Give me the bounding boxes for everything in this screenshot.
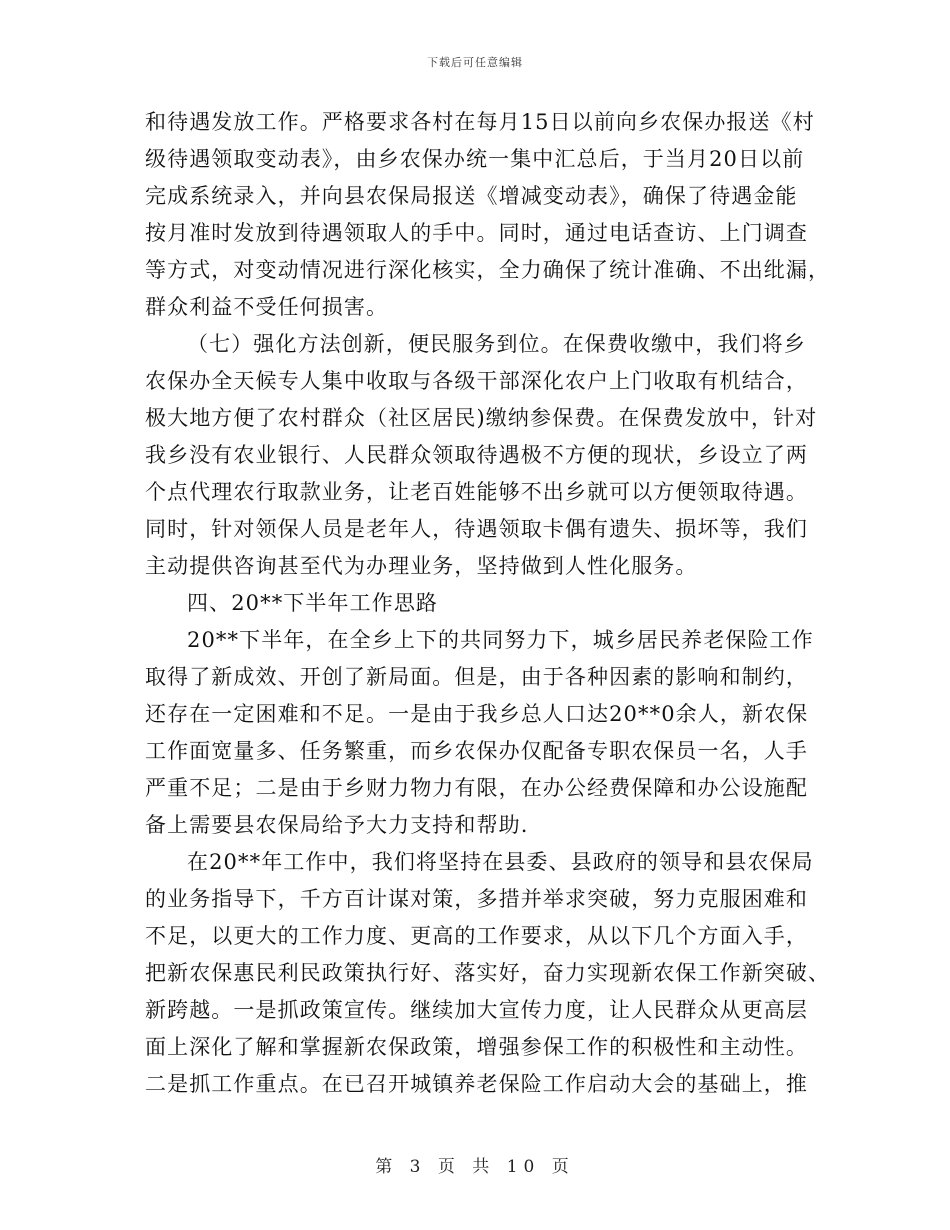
text-line: 的业务指导下，千方百计谋对策，多措并举求突破，努力克服困难和 bbox=[145, 887, 808, 911]
text-line: 不足，以更大的工作力度、更高的工作要求，从以下几个方面入手， bbox=[145, 924, 808, 948]
text-line: 备上需要县农保局给予大力支持和帮助. bbox=[145, 813, 529, 837]
text-line: 完成系统录入，并向县农保局报送《增减变动表》，确保了待遇金能 bbox=[145, 184, 798, 208]
text-line: 按月准时发放到待遇领取人的手中。同时，通过电话查访、上门调查 bbox=[145, 221, 808, 245]
text-line: 主动提供咨询甚至代为办理业务，坚持做到人性化服务。 bbox=[145, 554, 698, 578]
text-line: 20**下半年，在全乡上下的共同努力下，城乡居民养老保险工作 bbox=[187, 628, 814, 652]
text-line: 严重不足；二是由于乡财力物力有限，在办公经费保障和办公设施配 bbox=[145, 776, 808, 800]
text-line: 取得了新成效、开创了新局面。但是，由于各种因素的影响和制约， bbox=[145, 665, 808, 689]
text-line: 工作面宽量多、任务繁重，而乡农保办仅配备专职农保员一名，人手 bbox=[145, 739, 808, 763]
text-line: 极大地方便了农村群众（社区居民)缴纳参保费。在保费发放中，针对 bbox=[145, 406, 818, 430]
text-line: 我乡没有农业银行、人民群众领取待遇极不方便的现状，乡设立了两 bbox=[145, 443, 808, 467]
text-line: 个点代理农行取款业务，让老百姓能够不出乡就可以方便领取待遇。 bbox=[145, 480, 808, 504]
text-line: 二是抓工作重点。在已召开城镇养老保险工作启动大会的基础上，推 bbox=[145, 1072, 808, 1096]
text-line: 面上深化了解和掌握新农保政策，增强参保工作的积极性和主动性。 bbox=[145, 1035, 808, 1059]
document-body bbox=[145, 104, 831, 1103]
text-line: 和待遇发放工作。严格要求各村在每月15日以前向乡农保办报送《村 bbox=[145, 110, 815, 134]
text-line: （七）强化方法创新，便民服务到位。在保费收缴中，我们将乡 bbox=[187, 332, 806, 356]
text-line: 还存在一定困难和不足。一是由于我乡总人口达20**0余人，新农保 bbox=[145, 702, 809, 726]
text-line: 把新农保惠民利民政策执行好、落实好，奋力实现新农保工作新突破、 bbox=[145, 961, 831, 985]
page-number-footer: 第 3 页 共 10 页 bbox=[375, 1157, 575, 1177]
text-line: 同时，针对领保人员是老年人，待遇领取卡偶有遗失、损坏等，我们 bbox=[145, 517, 808, 541]
text-line: 新跨越。一是抓政策宣传。继续加大宣传力度，让人民群众从更高层 bbox=[145, 998, 808, 1022]
text-line: 群众利益不受任何损害。 bbox=[145, 295, 389, 319]
text-line: 在20**年工作中，我们将坚持在县委、县政府的领导和县农保局 bbox=[187, 850, 814, 874]
text-line: 级待遇领取变动表》，由乡农保办统一集中汇总后，于当月20日以前 bbox=[145, 147, 805, 171]
text-line: 四、20**下半年工作思路 bbox=[187, 591, 439, 615]
text-line: 农保办全天候专人集中收取与各级干部深化农户上门收取有机结合， bbox=[145, 369, 808, 393]
text-line: 等方式，对变动情况进行深化核实，全力确保了统计准确、不出纰漏， bbox=[145, 258, 831, 282]
page-header: 下载后可任意编辑 bbox=[427, 56, 523, 69]
